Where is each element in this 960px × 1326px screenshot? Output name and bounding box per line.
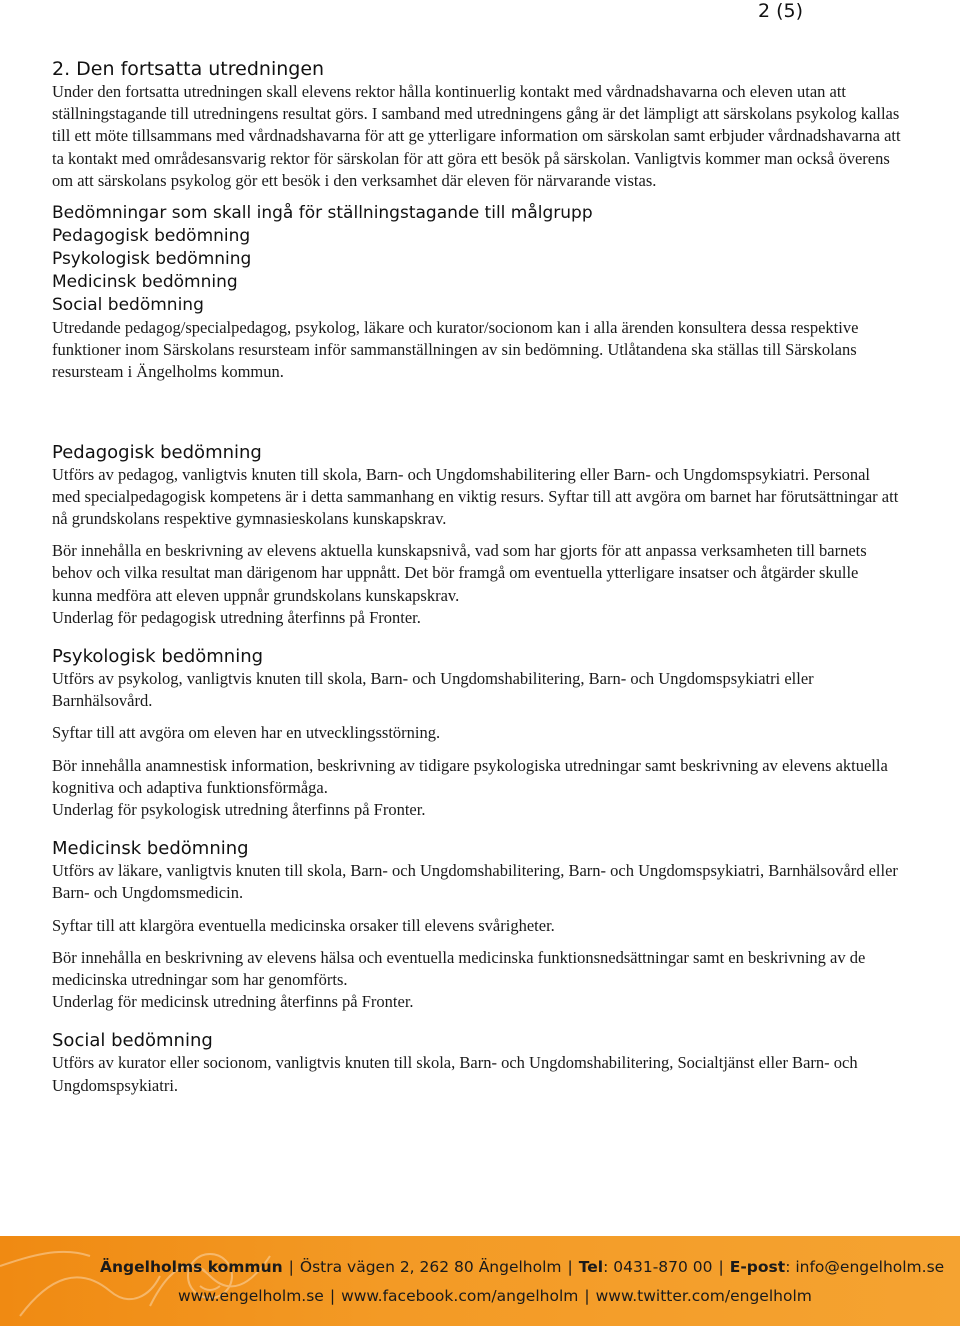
footer-contact-line: Ängelholms kommun | Östra vägen 2, 262 80 Ängelholm | Tel: 0431-870 00 | E-post: info@engelholm.se <box>100 1258 945 1276</box>
footer-org: Ängelholms kommun <box>100 1258 283 1276</box>
assessments-list <box>52 225 902 317</box>
intro-paragraph: Under den fortsatta utredningen skall elevens rektor hålla kontinuerlig kontakt med vårdnadshavarna och eleven utan att ställningstagande till utredningens resultat görs. I samband med utredningens gång är det lämpligt att särskolans psykolog kallas till ett möte tillsammans med vårdnadshavarna för att ge ytterligare information om särskolan samt erbjuder vårdnadshavarna att ta kontakt med områdesansvarig rektor för särskolan för att göra ett besök på särskolan. Vanligtvis kommer man också överens om att särskolans psykolog gör ett besök i den verksamhet där eleven för närvarande vistas. <box>52 82 901 190</box>
footer-web-link[interactable]: www.engelholm.se <box>178 1287 324 1305</box>
psykologisk-p4: Underlag för psykologisk utredning återfinns på Fronter. <box>52 800 426 820</box>
list-item: Medicinsk bedömning <box>52 272 238 293</box>
list-item: Psykologisk bedömning <box>52 249 252 270</box>
medicinsk-p1: Utförs av läkare, vanligtvis knuten till skola, Barn- och Ungdomshabilitering, Barn- och Ungdomspsykiatri, Barnhälsovård eller Barn- och Ungdomsmedicin. <box>52 861 898 903</box>
medicinsk-p2: Syftar till att klargöra eventuella medicinska orsaker till elevens svårigheter. <box>52 915 555 935</box>
psykologisk-heading: Psykologisk bedömning <box>52 646 264 668</box>
footer-email-label: E-post <box>729 1258 786 1276</box>
social-p1: Utförs av kurator eller socionom, vanligtvis knuten till skola, Barn- och Ungdomshabilitering, Socialtjänst eller Barn- och Ungdomspsykiatri. <box>52 1053 858 1095</box>
pedagogisk-p2: Bör innehålla en beskrivning av elevens aktuella kunskapsnivå, vad som har gjorts för att anpassa verksamheten till barnets behov och vilka resultat man därigenom har uppnått. Det bör framgå om eventuella ytterligare insatser och åtgärder skulle kunna medföra att eleven uppnår grundskolans kunskapskrav. <box>52 541 867 605</box>
pedagogisk-p3: Underlag för pedagogisk utredning återfinns på Fronter. <box>52 607 421 627</box>
list-item: Social bedömning <box>52 295 204 316</box>
psykologisk-p1: Utförs av psykolog, vanligtvis knuten till skola, Barn- och Ungdomshabilitering, Barn- och Ungdomspsykiatri eller Barnhälsovård. <box>52 669 814 711</box>
assessments-paragraph: Utredande pedagog/specialpedagog, psykolog, läkare och kurator/socionom kan i alla ärenden konsultera dessa respektive funktioner inom Särskolans resursteam inför sammanställningen av sin bedömning. Utlåtandena ska ställas till Särskolans resursteam i Ängelholms kommun. <box>52 318 859 382</box>
medicinsk-heading: Medicinsk bedömning <box>52 838 249 860</box>
footer-links-line: www.engelholm.se | www.facebook.com/angelholm | www.twitter.com/engelholm <box>178 1287 812 1305</box>
footer-facebook-link[interactable]: www.facebook.com/angelholm <box>341 1287 579 1305</box>
footer-email: : info@engelholm.se <box>785 1258 945 1276</box>
social-heading: Social bedömning <box>52 1030 213 1052</box>
footer-twitter-link[interactable]: www.twitter.com/engelholm <box>595 1287 812 1305</box>
psykologisk-p2: Syftar till att avgöra om eleven har en utvecklingsstörning. <box>52 723 441 743</box>
psykologisk-p3: Bör innehålla anamnestisk information, beskrivning av tidigare psykologiska utredningar samt beskrivning av elevens aktuella kognitiva och adaptiva funktionsförmåga. <box>52 755 888 797</box>
page-number: 2 (5) <box>758 0 804 22</box>
footer-address: Östra vägen 2, 262 80 Ängelholm <box>299 1258 562 1276</box>
medicinsk-p4: Underlag för medicinsk utredning återfinns på Fronter. <box>52 992 414 1012</box>
document-body <box>52 58 902 1097</box>
footer-banner <box>0 1236 960 1326</box>
angel-ornament-icon <box>0 1236 300 1326</box>
footer-tel-label: Tel <box>578 1258 604 1276</box>
pedagogisk-heading: Pedagogisk bedömning <box>52 441 262 463</box>
assessments-title: Bedömningar som skall ingå för ställningstagande till målgrupp <box>52 203 593 224</box>
footer-tel: : 0431-870 00 <box>603 1258 713 1276</box>
section-heading: 2. Den fortsatta utredningen <box>52 58 325 80</box>
list-item: Pedagogisk bedömning <box>52 226 251 247</box>
pedagogisk-p1: Utförs av pedagog, vanligtvis knuten till skola, Barn- och Ungdomshabilitering eller Barn- och Ungdomspsykiatri. Personal med specialpedagogisk kompetens är i detta sammanhang en viktig resurs. Syftar till att avgöra om barnet har förutsättningar att nå grundskolans respektive gymnasieskolans kunskapskrav. <box>52 464 899 529</box>
medicinsk-p3: Bör innehålla en beskrivning av elevens hälsa och eventuella medicinska funktionsnedsättningar samt en beskrivning av de medicinska utredningar som har genomförts. <box>52 947 866 990</box>
